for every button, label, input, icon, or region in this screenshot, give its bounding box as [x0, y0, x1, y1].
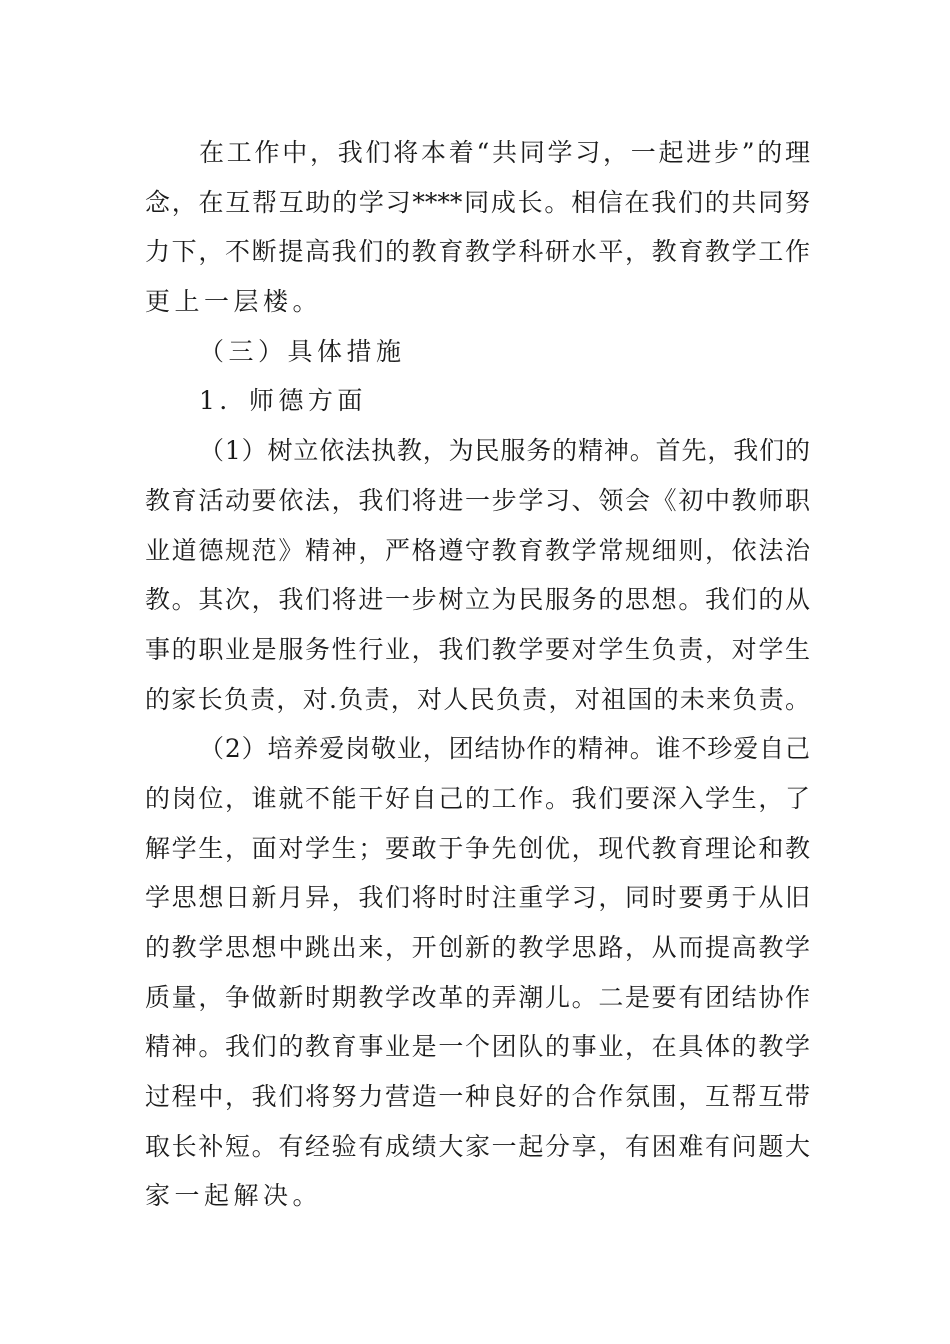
paragraph-line: 解学生，面对学生；要敢于争先创优，现代教育理论和教: [145, 833, 810, 863]
paragraph-line: 念，在互帮互助的学习****同成长。相信在我们的共同努: [145, 187, 810, 217]
paragraph-line: 质量，争做新时期教学改革的弄潮儿。二是要有团结协作: [145, 982, 810, 1012]
paragraph-line: 教育活动要依法，我们将进一步学习、领会《初中教师职: [145, 485, 810, 515]
paragraph-line: 学思想日新月异，我们将时时注重学习，同时要勇于从旧: [145, 883, 810, 913]
paragraph-line: 取长补短。有经验有成绩大家一起分享，有困难有问题大: [145, 1131, 810, 1161]
section-heading: （三）具体措施: [199, 336, 406, 366]
paragraph-line: 事的职业是服务性行业，我们教学要对学生负责，对学生: [145, 634, 810, 664]
subsection-heading: 1．师德方面: [199, 386, 367, 416]
paragraph-line: （2）培养爱岗敬业，团结协作的精神。谁不珍爱自己: [199, 734, 810, 764]
paragraph-line: 过程中，我们将努力营造一种良好的合作氛围，互帮互带: [145, 1082, 810, 1112]
paragraph-line: 教。其次，我们将进一步树立为民服务的思想。我们的从: [145, 585, 810, 615]
document-body: [145, 128, 810, 1221]
paragraph-line: （1）树立依法执教，为民服务的精神。首先，我们的: [199, 436, 810, 466]
paragraph-line: 的教学思想中跳出来，开创新的教学思路，从而提高教学: [145, 933, 810, 962]
paragraph-line: 力下，不断提高我们的教育教学科研水平，教育教学工作: [145, 237, 810, 267]
paragraph-line: 更上一层楼。: [145, 287, 323, 317]
paragraph-line: 精神。我们的教育事业是一个团队的事业，在具体的教学: [145, 1032, 810, 1062]
paragraph-line: 在工作中，我们将本着“共同学习，一起进步”的理: [199, 138, 810, 167]
paragraph-line: 的岗位，谁就不能干好自己的工作。我们要深入学生，了: [145, 783, 810, 813]
paragraph-line: 业道德规范》精神，严格遵守教育教学常规细则，依法治: [145, 535, 810, 565]
paragraph-line: 家一起解决。: [145, 1181, 323, 1211]
paragraph-line: 的家长负责，对.负责，对人民负责，对祖国的未来负责。: [145, 684, 810, 714]
